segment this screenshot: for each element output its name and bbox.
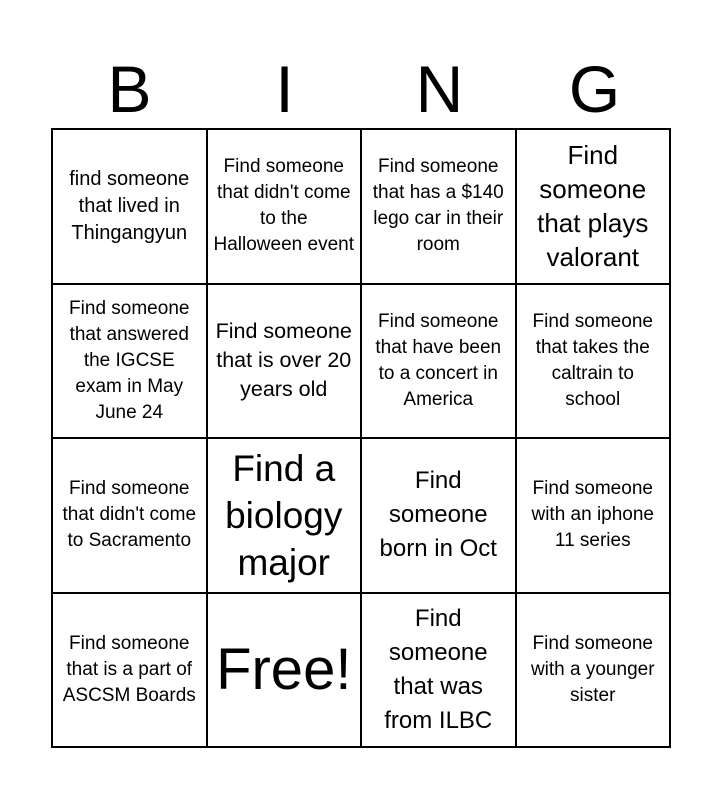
bingo-board [51,128,671,748]
bingo-cell-r2c1[interactable]: Find someone that answered the IGCSE exam in May June 24 [52,284,207,439]
bingo-header [52,50,672,128]
bingo-cell-r1c2[interactable]: Find someone that didn't come to the Halloween event [207,129,362,284]
header-letter-g: G [568,52,621,126]
bingo-cell-r1c4[interactable]: Find someone that plays valorant [516,129,671,284]
header-letter-i: I [275,52,294,126]
bingo-cell-r3c2[interactable]: Find a biology major [207,438,362,593]
bingo-cell-r2c3[interactable]: Find someone that have been to a concert in America [361,284,516,439]
bingo-cell-r4c4[interactable]: Find someone with a younger sister [516,593,671,748]
bingo-cell-r2c4[interactable]: Find someone that takes the caltrain to school [516,284,671,439]
bingo-cell-r4c3[interactable]: Find someone that was from ILBC [361,593,516,748]
bingo-cell-r3c4[interactable]: Find someone with an iphone 11 series [516,438,671,593]
header-letter-n: N [415,52,464,126]
header-letter-b: B [107,52,152,126]
bingo-cell-r2c2[interactable]: Find someone that is over 20 years old [207,284,362,439]
bingo-cell-r1c1[interactable]: find someone that lived in Thingangyun [52,129,207,284]
bingo-cell-r3c1[interactable]: Find someone that didn't come to Sacramento [52,438,207,593]
bingo-cell-r1c3[interactable]: Find someone that has a $140 lego car in their room [361,129,516,284]
bingo-cell-free[interactable]: Free! [207,593,362,748]
bingo-cell-r4c1[interactable]: Find someone that is a part of ASCSM Boards [52,593,207,748]
bingo-cell-r3c3[interactable]: Find someone born in Oct [361,438,516,593]
